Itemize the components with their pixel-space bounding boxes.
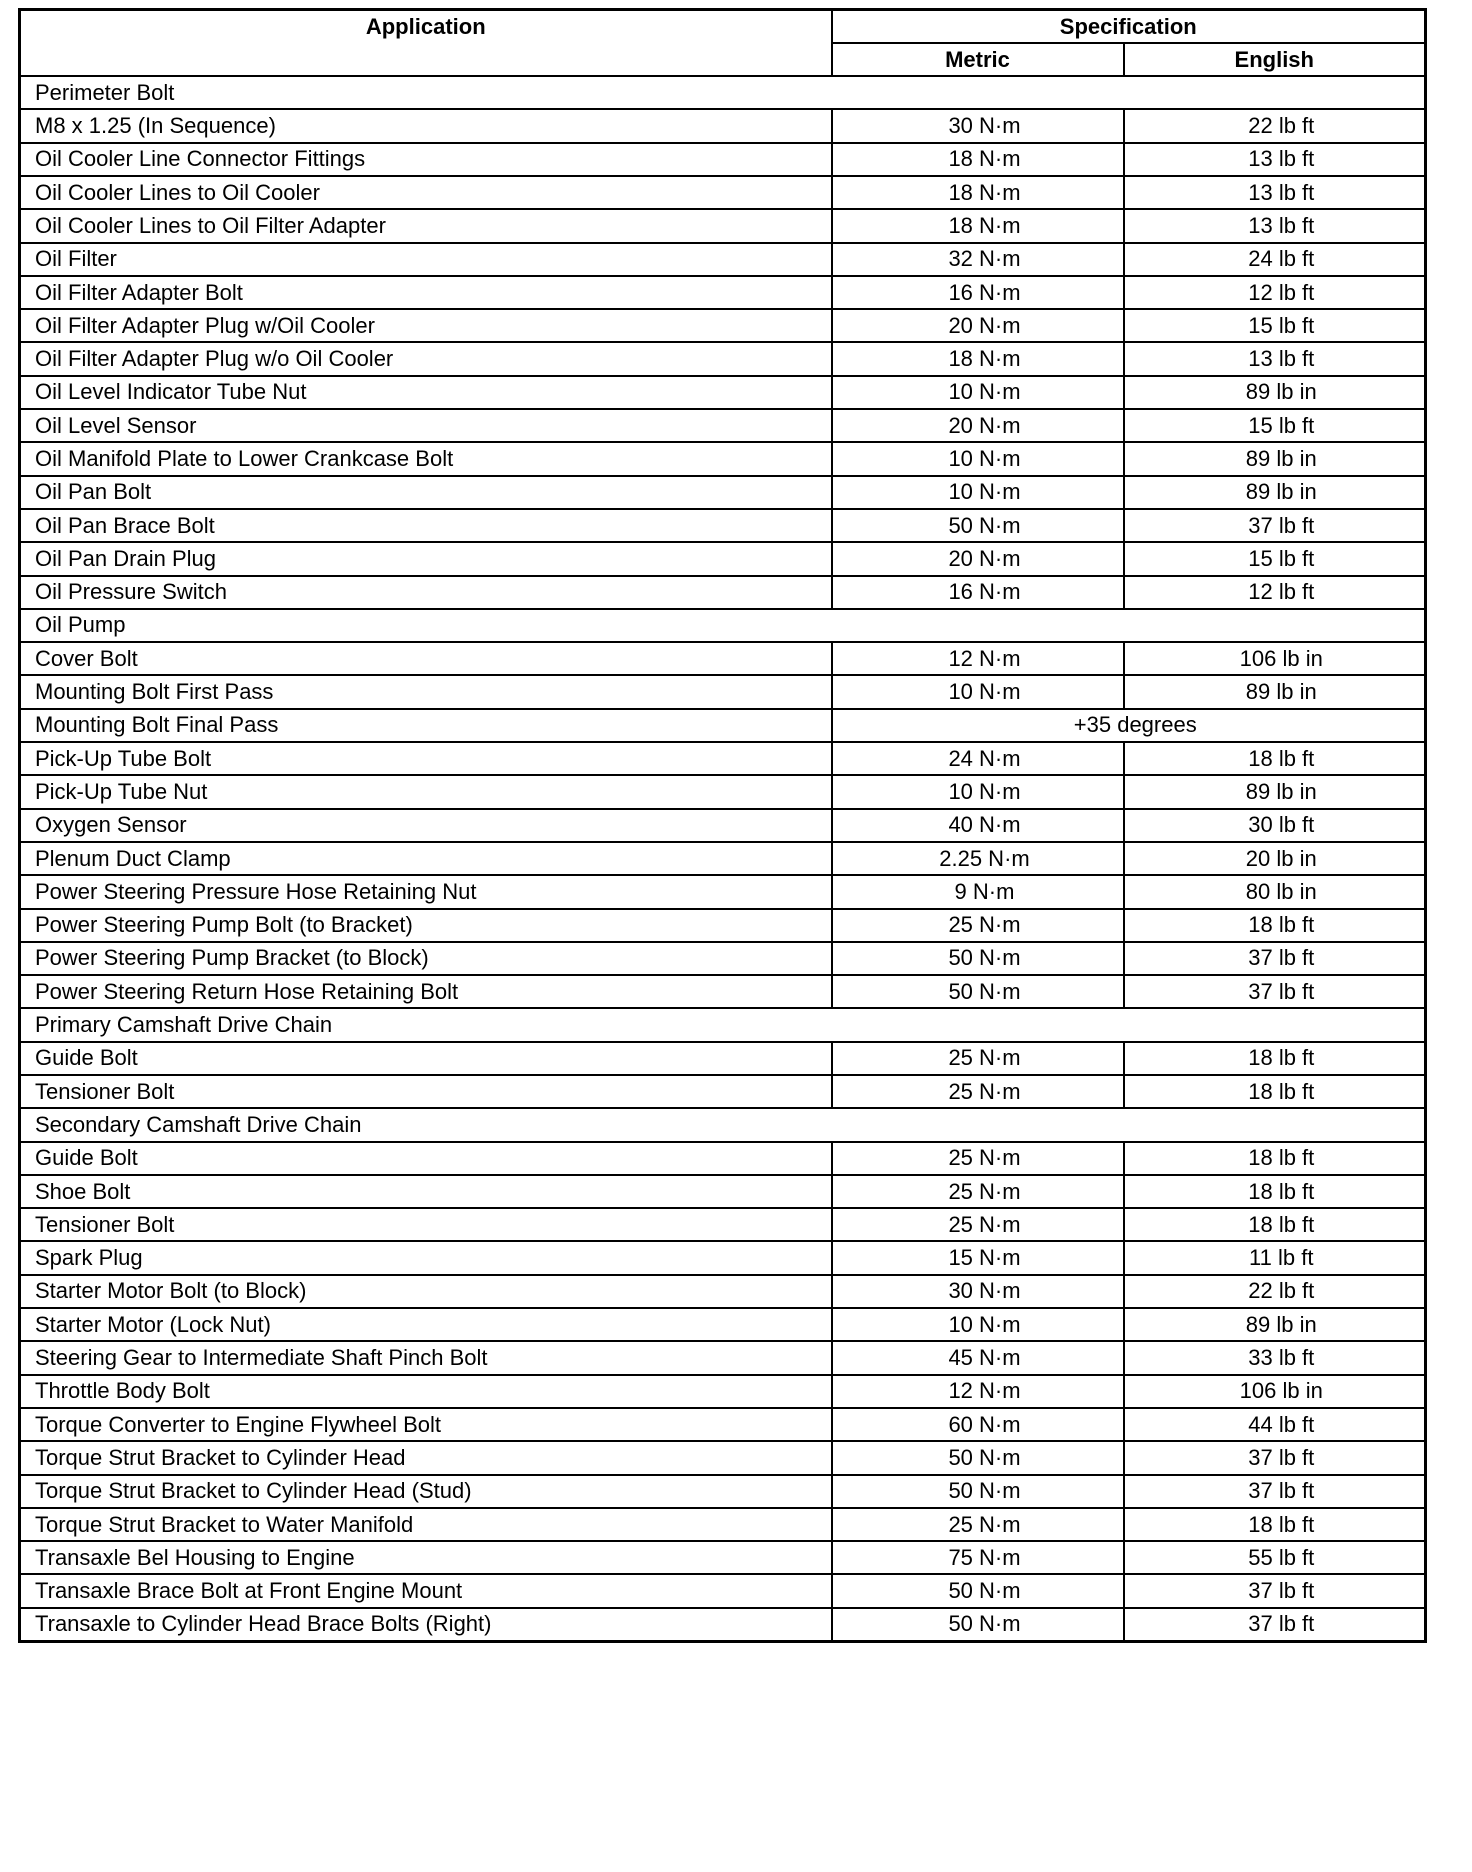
english-cell: 80 lb in <box>1124 875 1426 908</box>
application-cell: Shoe Bolt <box>20 1175 832 1208</box>
metric-cell: 16 N·m <box>832 276 1124 309</box>
english-cell: 106 lb in <box>1124 1375 1426 1408</box>
english-cell: 37 lb ft <box>1124 975 1426 1008</box>
metric-cell: 10 N·m <box>832 1308 1124 1341</box>
table-row <box>20 542 1426 575</box>
metric-cell: 50 N·m <box>832 1574 1124 1607</box>
application-cell: Oil Filter Adapter Bolt <box>20 276 832 309</box>
table-row <box>20 442 1426 475</box>
application-cell: Oil Level Indicator Tube Nut <box>20 376 832 409</box>
table-row <box>20 176 1426 209</box>
english-cell: 13 lb ft <box>1124 143 1426 176</box>
specification-cell: +35 degrees <box>832 709 1426 742</box>
group-label: Secondary Camshaft Drive Chain <box>20 1108 1426 1141</box>
application-cell: M8 x 1.25 (In Sequence) <box>20 109 832 142</box>
application-cell: Tensioner Bolt <box>20 1075 832 1108</box>
group-row <box>20 609 1426 642</box>
table-row <box>20 243 1426 276</box>
english-cell: 55 lb ft <box>1124 1541 1426 1574</box>
english-cell: 89 lb in <box>1124 1308 1426 1341</box>
application-cell: Power Steering Pressure Hose Retaining Nut <box>20 875 832 908</box>
metric-cell: 32 N·m <box>832 243 1124 276</box>
english-cell: 37 lb ft <box>1124 1441 1426 1474</box>
english-cell: 89 lb in <box>1124 476 1426 509</box>
application-cell: Power Steering Return Hose Retaining Bolt <box>20 975 832 1008</box>
application-cell: Torque Strut Bracket to Cylinder Head (Stud) <box>20 1475 832 1508</box>
english-cell: 15 lb ft <box>1124 542 1426 575</box>
metric-cell: 50 N·m <box>832 1608 1124 1641</box>
table-row <box>20 1275 1426 1308</box>
torque-spec-table <box>18 8 1427 1643</box>
table-row <box>20 975 1426 1008</box>
metric-cell: 30 N·m <box>832 109 1124 142</box>
table-row <box>20 709 1426 742</box>
metric-cell: 18 N·m <box>832 143 1124 176</box>
application-cell: Oxygen Sensor <box>20 809 832 842</box>
metric-cell: 10 N·m <box>832 476 1124 509</box>
english-cell: 22 lb ft <box>1124 1275 1426 1308</box>
english-cell: 37 lb ft <box>1124 1574 1426 1607</box>
table-row <box>20 1408 1426 1441</box>
metric-cell: 20 N·m <box>832 542 1124 575</box>
application-cell: Spark Plug <box>20 1241 832 1274</box>
application-cell: Oil Pan Drain Plug <box>20 542 832 575</box>
application-cell: Torque Strut Bracket to Cylinder Head <box>20 1441 832 1474</box>
english-cell: 106 lb in <box>1124 642 1426 675</box>
metric-cell: 12 N·m <box>832 1375 1124 1408</box>
application-header: Application <box>20 10 832 77</box>
table-row <box>20 1475 1426 1508</box>
application-cell: Guide Bolt <box>20 1042 832 1075</box>
metric-cell: 50 N·m <box>832 1441 1124 1474</box>
table-row <box>20 1375 1426 1408</box>
metric-cell: 16 N·m <box>832 576 1124 609</box>
english-cell: 22 lb ft <box>1124 109 1426 142</box>
english-cell: 24 lb ft <box>1124 243 1426 276</box>
metric-cell: 50 N·m <box>832 509 1124 542</box>
application-cell: Tensioner Bolt <box>20 1208 832 1241</box>
english-cell: 37 lb ft <box>1124 1608 1426 1641</box>
metric-cell: 10 N·m <box>832 376 1124 409</box>
application-cell: Throttle Body Bolt <box>20 1375 832 1408</box>
table-row <box>20 942 1426 975</box>
application-cell: Transaxle to Cylinder Head Brace Bolts (Right) <box>20 1608 832 1641</box>
english-header: English <box>1124 43 1426 76</box>
table-row <box>20 775 1426 808</box>
application-cell: Oil Filter <box>20 243 832 276</box>
application-cell: Oil Pressure Switch <box>20 576 832 609</box>
application-cell: Oil Pan Bolt <box>20 476 832 509</box>
metric-cell: 60 N·m <box>832 1408 1124 1441</box>
metric-cell: 25 N·m <box>832 1042 1124 1075</box>
application-cell: Mounting Bolt Final Pass <box>20 709 832 742</box>
table-row <box>20 742 1426 775</box>
application-cell: Starter Motor Bolt (to Block) <box>20 1275 832 1308</box>
specification-header: Specification <box>832 10 1426 43</box>
metric-cell: 20 N·m <box>832 309 1124 342</box>
english-cell: 11 lb ft <box>1124 1241 1426 1274</box>
table-row <box>20 1508 1426 1541</box>
metric-cell: 50 N·m <box>832 942 1124 975</box>
metric-cell: 20 N·m <box>832 409 1124 442</box>
table-row <box>20 209 1426 242</box>
metric-cell: 50 N·m <box>832 1475 1124 1508</box>
table-row <box>20 642 1426 675</box>
english-cell: 89 lb in <box>1124 376 1426 409</box>
english-cell: 18 lb ft <box>1124 1175 1426 1208</box>
metric-cell: 24 N·m <box>832 742 1124 775</box>
metric-cell: 75 N·m <box>832 1541 1124 1574</box>
application-cell: Oil Cooler Lines to Oil Cooler <box>20 176 832 209</box>
metric-cell: 25 N·m <box>832 1208 1124 1241</box>
table-row <box>20 409 1426 442</box>
application-cell: Power Steering Pump Bracket (to Block) <box>20 942 832 975</box>
application-cell: Oil Filter Adapter Plug w/Oil Cooler <box>20 309 832 342</box>
group-label: Oil Pump <box>20 609 1426 642</box>
metric-cell: 30 N·m <box>832 1275 1124 1308</box>
english-cell: 89 lb in <box>1124 442 1426 475</box>
application-cell: Plenum Duct Clamp <box>20 842 832 875</box>
metric-cell: 25 N·m <box>832 1175 1124 1208</box>
table-row <box>20 809 1426 842</box>
english-cell: 20 lb in <box>1124 842 1426 875</box>
english-cell: 18 lb ft <box>1124 1142 1426 1175</box>
metric-cell: 25 N·m <box>832 1142 1124 1175</box>
group-label: Primary Camshaft Drive Chain <box>20 1008 1426 1041</box>
table-row <box>20 842 1426 875</box>
table-row <box>20 476 1426 509</box>
table-row <box>20 576 1426 609</box>
table-row <box>20 1075 1426 1108</box>
metric-cell: 10 N·m <box>832 442 1124 475</box>
table-row <box>20 1142 1426 1175</box>
metric-cell: 50 N·m <box>832 975 1124 1008</box>
application-cell: Oil Filter Adapter Plug w/o Oil Cooler <box>20 342 832 375</box>
application-cell: Steering Gear to Intermediate Shaft Pinch Bolt <box>20 1341 832 1374</box>
table-row <box>20 675 1426 708</box>
application-cell: Oil Pan Brace Bolt <box>20 509 832 542</box>
application-cell: Oil Cooler Line Connector Fittings <box>20 143 832 176</box>
group-label: Perimeter Bolt <box>20 76 1426 109</box>
metric-cell: 9 N·m <box>832 875 1124 908</box>
english-cell: 44 lb ft <box>1124 1408 1426 1441</box>
english-cell: 37 lb ft <box>1124 1475 1426 1508</box>
group-row <box>20 76 1426 109</box>
table-row <box>20 342 1426 375</box>
english-cell: 37 lb ft <box>1124 942 1426 975</box>
application-cell: Mounting Bolt First Pass <box>20 675 832 708</box>
english-cell: 12 lb ft <box>1124 576 1426 609</box>
application-cell: Cover Bolt <box>20 642 832 675</box>
table-row <box>20 875 1426 908</box>
table-row <box>20 1042 1426 1075</box>
table-row <box>20 276 1426 309</box>
metric-cell: 25 N·m <box>832 909 1124 942</box>
table-row <box>20 109 1426 142</box>
metric-cell: 12 N·m <box>832 642 1124 675</box>
metric-cell: 10 N·m <box>832 675 1124 708</box>
table-row <box>20 376 1426 409</box>
header-row <box>20 10 1426 43</box>
english-cell: 15 lb ft <box>1124 409 1426 442</box>
application-cell: Oil Manifold Plate to Lower Crankcase Bolt <box>20 442 832 475</box>
english-cell: 89 lb in <box>1124 775 1426 808</box>
metric-cell: 15 N·m <box>832 1241 1124 1274</box>
application-cell: Transaxle Bel Housing to Engine <box>20 1541 832 1574</box>
metric-cell: 45 N·m <box>832 1341 1124 1374</box>
table-row <box>20 143 1426 176</box>
table-row <box>20 1208 1426 1241</box>
application-cell: Power Steering Pump Bolt (to Bracket) <box>20 909 832 942</box>
english-cell: 13 lb ft <box>1124 209 1426 242</box>
application-cell: Oil Cooler Lines to Oil Filter Adapter <box>20 209 832 242</box>
group-row <box>20 1008 1426 1041</box>
table-row <box>20 1341 1426 1374</box>
application-cell: Torque Strut Bracket to Water Manifold <box>20 1508 832 1541</box>
table-row <box>20 1574 1426 1607</box>
application-cell: Pick-Up Tube Bolt <box>20 742 832 775</box>
english-cell: 12 lb ft <box>1124 276 1426 309</box>
table-row <box>20 1175 1426 1208</box>
english-cell: 37 lb ft <box>1124 509 1426 542</box>
application-cell: Starter Motor (Lock Nut) <box>20 1308 832 1341</box>
metric-cell: 25 N·m <box>832 1508 1124 1541</box>
english-cell: 33 lb ft <box>1124 1341 1426 1374</box>
table-row <box>20 309 1426 342</box>
english-cell: 13 lb ft <box>1124 342 1426 375</box>
table-row <box>20 1241 1426 1274</box>
spec-table-body <box>20 76 1426 1641</box>
english-cell: 18 lb ft <box>1124 909 1426 942</box>
table-row <box>20 509 1426 542</box>
application-cell: Oil Level Sensor <box>20 409 832 442</box>
metric-cell: 18 N·m <box>832 176 1124 209</box>
english-cell: 89 lb in <box>1124 675 1426 708</box>
table-row <box>20 1541 1426 1574</box>
table-row <box>20 1608 1426 1641</box>
english-cell: 18 lb ft <box>1124 1042 1426 1075</box>
english-cell: 13 lb ft <box>1124 176 1426 209</box>
english-cell: 15 lb ft <box>1124 309 1426 342</box>
metric-cell: 10 N·m <box>832 775 1124 808</box>
english-cell: 18 lb ft <box>1124 1508 1426 1541</box>
metric-cell: 18 N·m <box>832 342 1124 375</box>
english-cell: 18 lb ft <box>1124 742 1426 775</box>
metric-header: Metric <box>832 43 1124 76</box>
metric-cell: 18 N·m <box>832 209 1124 242</box>
table-row <box>20 1441 1426 1474</box>
english-cell: 30 lb ft <box>1124 809 1426 842</box>
group-row <box>20 1108 1426 1141</box>
metric-cell: 2.25 N·m <box>832 842 1124 875</box>
application-cell: Guide Bolt <box>20 1142 832 1175</box>
table-row <box>20 909 1426 942</box>
application-cell: Torque Converter to Engine Flywheel Bolt <box>20 1408 832 1441</box>
metric-cell: 40 N·m <box>832 809 1124 842</box>
application-cell: Pick-Up Tube Nut <box>20 775 832 808</box>
metric-cell: 25 N·m <box>832 1075 1124 1108</box>
application-cell: Transaxle Brace Bolt at Front Engine Mount <box>20 1574 832 1607</box>
english-cell: 18 lb ft <box>1124 1075 1426 1108</box>
table-row <box>20 1308 1426 1341</box>
english-cell: 18 lb ft <box>1124 1208 1426 1241</box>
